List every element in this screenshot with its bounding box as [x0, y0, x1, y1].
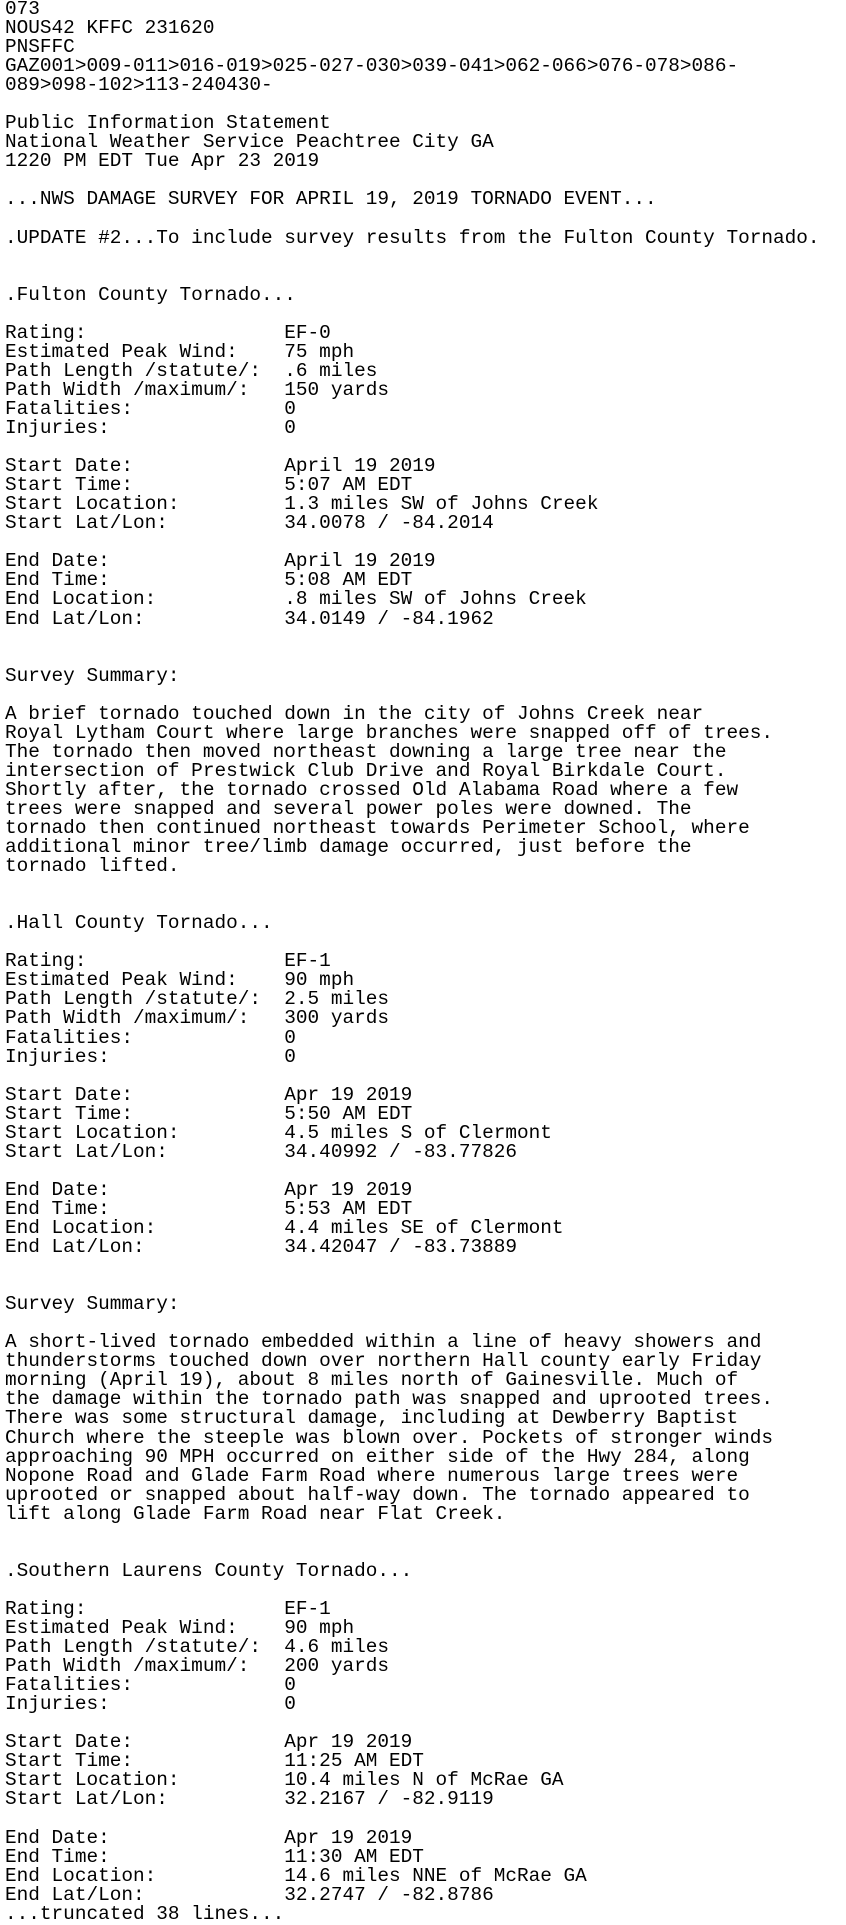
document-line: Rating: EF-1 — [5, 950, 331, 973]
document-line — [5, 629, 846, 648]
document-line — [5, 1524, 846, 1543]
document-line: Start Location: 1.3 miles SW of Johns Creek — [5, 493, 599, 516]
document-line: Fatalities: 0 — [5, 1026, 296, 1049]
document-line: Start Time: 5:50 AM EDT — [5, 1102, 413, 1125]
document-line: Path Width /maximum/: 200 yards — [5, 1655, 389, 1678]
document-line: the damage within the tornado path was snapped and uprooted trees. — [5, 1388, 773, 1411]
document-line: Rating: EF-0 — [5, 321, 331, 344]
document-line: Injuries: 0 — [5, 1045, 296, 1068]
document-line: Start Date: Apr 19 2019 — [5, 1731, 413, 1754]
document-line: A short-lived tornado embedded within a line of heavy showers and — [5, 1331, 762, 1354]
document-line — [5, 686, 846, 705]
document-line — [5, 648, 846, 667]
document-line — [5, 1543, 846, 1562]
document-line: GAZ001>009-011>016-019>025-027-030>039-041>062-066>076-078>086- — [5, 55, 739, 78]
document-line: tornado then continued northeast towards Perimeter School, where — [5, 817, 750, 840]
document-line: NOUS42 KFFC 231620 — [5, 17, 215, 40]
document-line: There was some structural damage, including at Dewberry Baptist — [5, 1407, 739, 1430]
document-line: lift along Glade Farm Road near Flat Creek. — [5, 1502, 506, 1525]
document-line: End Time: 5:53 AM EDT — [5, 1197, 413, 1220]
document-line: Path Length /statute/: 2.5 miles — [5, 988, 389, 1011]
document-line: Fatalities: 0 — [5, 397, 296, 420]
document-line: Injuries: 0 — [5, 417, 296, 440]
document-line: Start Time: 5:07 AM EDT — [5, 474, 413, 497]
document-line: uprooted or snapped about half-way down. The tornado appeared to — [5, 1483, 750, 1506]
document-line: The tornado then moved northeast downing a large tree near the — [5, 740, 727, 763]
document-line: Injuries: 0 — [5, 1693, 296, 1716]
document-line: Estimated Peak Wind: 90 mph — [5, 1616, 355, 1639]
document-line: Start Time: 11:25 AM EDT — [5, 1750, 424, 1773]
document-line: End Date: April 19 2019 — [5, 550, 436, 573]
document-line: End Lat/Lon: 34.42047 / -83.73889 — [5, 1236, 517, 1259]
truncation-note: ...truncated 38 lines... — [5, 1902, 285, 1925]
document-line: End Time: 11:30 AM EDT — [5, 1845, 424, 1868]
document-line: Shortly after, the tornado crossed Old Alabama Road where a few — [5, 778, 739, 801]
document-line: .Hall County Tornado... — [5, 912, 273, 935]
document-line: Start Lat/Lon: 34.40992 / -83.77826 — [5, 1140, 517, 1163]
document-line: Estimated Peak Wind: 90 mph — [5, 969, 355, 992]
document-line: Path Length /statute/: .6 miles — [5, 359, 378, 382]
document-line: PNSFFC — [5, 36, 75, 59]
document-line — [5, 1067, 846, 1086]
document-line — [5, 1257, 846, 1276]
document-line: Start Lat/Lon: 34.0078 / -84.2014 — [5, 512, 494, 535]
document-line: morning (April 19), about 8 miles north of Gainesville. Much of — [5, 1369, 739, 1392]
document-line: Royal Lytham Court where large branches were snapped off of trees. — [5, 721, 773, 744]
document-line: 073 — [5, 0, 40, 20]
document-line: 1220 PM EDT Tue Apr 23 2019 — [5, 150, 320, 173]
document-line: Start Location: 4.5 miles S of Clermont — [5, 1121, 552, 1144]
document-line: Path Width /maximum/: 300 yards — [5, 1007, 389, 1030]
document-line: Survey Summary: — [5, 1293, 180, 1316]
document-line: tornado lifted. — [5, 855, 180, 878]
document-line: .UPDATE #2...To include survey results from the Fulton County Tornado. — [5, 226, 820, 249]
document-line: Start Lat/Lon: 32.2167 / -82.9119 — [5, 1788, 494, 1811]
document-line: National Weather Service Peachtree City GA — [5, 131, 494, 154]
document-line — [5, 210, 846, 229]
document-line: Rating: EF-1 — [5, 1597, 331, 1620]
document-line: thunderstorms touched down over northern Hall county early Friday — [5, 1350, 762, 1373]
document-line: End Date: Apr 19 2019 — [5, 1826, 413, 1849]
document-line: End Lat/Lon: 34.0149 / -84.1962 — [5, 607, 494, 630]
document-line: Start Date: Apr 19 2019 — [5, 1083, 413, 1106]
document-line: trees were snapped and several power poles were downed. The — [5, 797, 692, 820]
document-line: .Southern Laurens County Tornado... — [5, 1559, 413, 1582]
document-line: Church where the steeple was blown over. Pockets of stronger winds — [5, 1426, 773, 1449]
document-line: Fatalities: 0 — [5, 1674, 296, 1697]
document-line: Estimated Peak Wind: 75 mph — [5, 340, 355, 363]
document-line: .Fulton County Tornado... — [5, 283, 296, 306]
document-line: intersection of Prestwick Club Drive and Royal Birkdale Court. — [5, 759, 727, 782]
document-line — [5, 248, 846, 267]
document-line: End Location: .8 miles SW of Johns Creek — [5, 588, 587, 611]
document-line: End Time: 5:08 AM EDT — [5, 569, 413, 592]
document-line: A brief tornado touched down in the city of Johns Creek near — [5, 702, 704, 725]
document-line: Start Location: 10.4 miles N of McRae GA — [5, 1769, 564, 1792]
document-line — [5, 876, 846, 895]
document-line: ...NWS DAMAGE SURVEY FOR APRIL 19, 2019 TORNADO EVENT... — [5, 188, 657, 211]
document-line: End Lat/Lon: 32.2747 / -82.8786 — [5, 1883, 494, 1906]
document-line: Survey Summary: — [5, 664, 180, 687]
document-line: Path Width /maximum/: 150 yards — [5, 378, 389, 401]
document-line: 089>098-102>113-240430- — [5, 74, 273, 97]
document-line — [5, 267, 846, 286]
document-line: approaching 90 MPH occurred on either side of the Hwy 284, along — [5, 1445, 750, 1468]
document-line: Path Length /statute/: 4.6 miles — [5, 1636, 389, 1659]
document-line: additional minor tree/limb damage occurred, just before the — [5, 836, 692, 859]
document-line: End Location: 14.6 miles NNE of McRae GA — [5, 1864, 587, 1887]
document-line: End Location: 4.4 miles SE of Clermont — [5, 1217, 564, 1239]
document-line — [5, 1809, 846, 1828]
document-line: Public Information Statement — [5, 112, 331, 135]
document-line: Start Date: April 19 2019 — [5, 455, 436, 478]
document-line: End Date: Apr 19 2019 — [5, 1178, 413, 1201]
document-line: Nopone Road and Glade Farm Road where numerous large trees were — [5, 1464, 739, 1487]
document-line — [5, 305, 846, 324]
